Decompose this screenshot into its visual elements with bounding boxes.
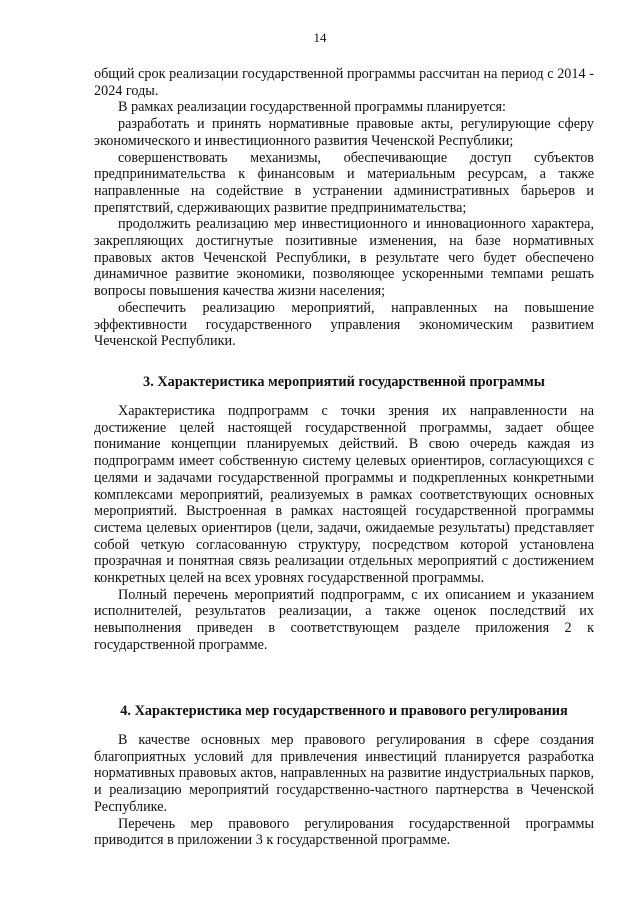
paragraph: Полный перечень мероприятий подпрограмм, с их описанием и указанием исполнителей, результатов реализации, а также оценок последствий их невыполнения приведен в соответствующем разделе приложения 2 к государственной программе. xyxy=(94,586,594,653)
paragraph: Характеристика подпрограмм с точки зрения их направленности на достижение целей настоящей государственной программы, задает общее понимание концепции планируемых действий. В свою очередь каждая из подпрограмм имеет собственную систему целевых ориентиров, согласующихся с целями и задачами государственной программы и подкрепленных конкретными комплексами мероприятий, реализуемых в рамках соответствующих основных мероприятий. Выстроенная в рамках настоящей государственной программы система целевых ориентиров (цели, задачи, ожидаемые результаты) представляет собой четкую согласованную структуру, посредством которой установлена прозрачная и понятная связь реализации отдельных мероприятий с достижением конкретных целей на всех уровнях государственной программы. xyxy=(94,403,594,587)
section-4-text xyxy=(94,732,594,849)
paragraph: Перечень мер правового регулирования государственной программы приводится в приложении 3 к государственной программе. xyxy=(94,815,594,849)
section-3-heading: 3. Характеристика мероприятий государственной программы xyxy=(143,374,545,390)
intro-text xyxy=(94,66,594,350)
section-3-text xyxy=(94,403,594,654)
paragraph: В рамках реализации государственной программы планируется: xyxy=(118,99,506,116)
paragraph: разработать и принять нормативные правовые акты, регулирующие сферу экономического и инвестиционного развития Чеченской Республики; xyxy=(94,116,594,149)
paragraph: обеспечить реализацию мероприятий, направленных на повышение эффективности государственного управления экономическим развитием Чеченской Республики. xyxy=(94,299,594,350)
paragraph: общий срок реализации государственной программы рассчитан на период с 2014 - 2024 годы. xyxy=(94,66,594,99)
paragraph: совершенствовать механизмы, обеспечивающие доступ субъектов предпринимательства к финансовым и материальным ресурсам, а также направленные на содействие в устранении административных барьеров и препятствий, сдерживающих развитие предпринимательства; xyxy=(94,149,594,216)
page-number: 14 xyxy=(313,30,327,45)
section-4-heading: 4. Характеристика мер государственного и правового регулирования xyxy=(120,703,568,719)
paragraph: продолжить реализацию мер инвестиционного и инновационного характера, закрепляющих достигнутые позитивные изменения, на базе нормативных правовых актов Чеченской Республики, в результате чего будет обеспечено динамичное развитие экономики, позволяющее ускоренными темпами решать вопросы повышения качества жизни населения; xyxy=(94,216,594,300)
paragraph: В качестве основных мер правового регулирования в сфере создания благоприятных условий для привлечения инвестиций планируется разработка нормативных правовых актов, направленных на развитие индустриальных парков, и реализацию мероприятий государственно-частного партнерства в Чеченской Республике. xyxy=(94,732,594,815)
